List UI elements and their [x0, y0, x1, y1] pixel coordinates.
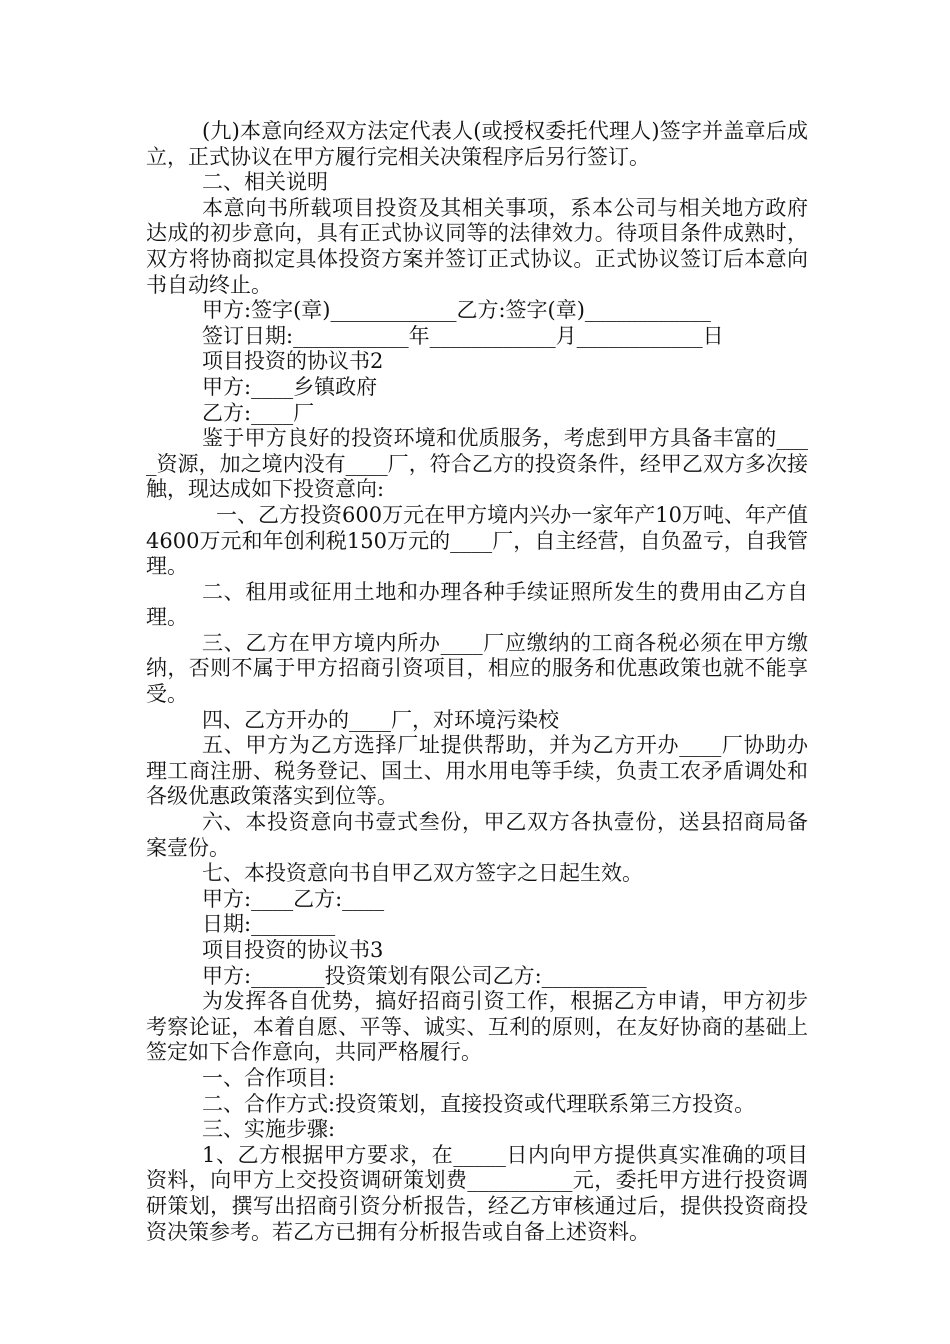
- parties-signature-line: 甲方:____乙方:____: [202, 886, 385, 911]
- signing-date-line: 签订日期:___________年____________月____________日: [202, 323, 724, 348]
- clause-2: 二、租用或征用土地和办理各种手续证照所发生的费用由乙方自理。: [146, 579, 808, 630]
- implementation-steps: 三、实施步骤:: [202, 1117, 336, 1142]
- signature-line: 甲方:签字(章)____________乙方:签字(章)____________: [202, 298, 711, 323]
- clause-3: 三、乙方在甲方境内所办____厂应缴纳的工商各税必须在甲方缴纳，否则不属于甲方招商引资项目，相应的服务和优惠政策也就不能享受。: [146, 630, 808, 707]
- step-1: 1、乙方根据甲方要求，在_____日内向甲方提供真实准确的项目资料，向甲方上交投资调研策划费__________元，委托甲方进行投资调研策划，撰写出招商引资分析报告，经乙方审核通过后，提供投资商投资决策参考。若乙方已拥有分析报告或自备上述资料。: [146, 1142, 808, 1244]
- heading-related-notes: 二、相关说明: [202, 170, 328, 195]
- clause-5: 五、甲方为乙方选择厂址提供帮助，并为乙方开办____厂协助办理工商注册、税务登记、国土、用水用电等手续，负责工农矛盾调处和各级优惠政策落实到位等。: [146, 733, 808, 809]
- cooperation-project: 一、合作项目:: [202, 1065, 336, 1090]
- section-title-2: 项目投资的协议书2: [202, 349, 384, 374]
- section-title-3: 项目投资的协议书3: [202, 938, 384, 962]
- clause-6: 六、本投资意向书壹式叁份，甲乙双方各执壹份，送县招商局备案壹份。: [146, 810, 808, 860]
- party-b-line: 乙方:____厂: [202, 400, 315, 425]
- document-body: [146, 119, 808, 1245]
- party-a-line: 甲方:____乡镇政府: [202, 374, 378, 399]
- clause-4: 四、乙方开办的____厂，对环境污染校: [202, 707, 559, 732]
- parties-line-3: 甲方:_______投资策划有限公司乙方:__________: [202, 963, 647, 988]
- clause-7: 七、本投资意向书自甲乙双方签字之日起生效。: [202, 861, 643, 886]
- date-line: 日期:________: [202, 912, 336, 937]
- paragraph-effectiveness-clause: (九)本意向经双方法定代表人(或授权委托代理人)签字并盖章后成立，正式协议在甲方履行完相关决策程序后另行签订。: [146, 119, 808, 169]
- paragraph-notes-body: 本意向书所载项目投资及其相关事项，系本公司与相关地方政府达成的初步意向，具有正式协议同等的法律效力。待项目条件成熟时，双方将协商拟定具体投资方案并签订正式协议。正式协议签订后本意向书自动终止。: [146, 195, 808, 297]
- cooperation-method: 二、合作方式:投资策划，直接投资或代理联系第三方投资。: [202, 1091, 756, 1116]
- paragraph-purpose: 为发挥各自优势，搞好招商引资工作，根据乙方申请，甲方初步考察论证，本着自愿、平等、诚实、互利的原则，在友好协商的基础上签定如下合作意向，共同严格履行。: [146, 989, 808, 1065]
- paragraph-preamble: 鉴于甲方良好的投资环境和优质服务，考虑到甲方具备丰富的____资源，加之境内没有____厂，符合乙方的投资条件，经甲乙双方多次接触，现达成如下投资意向:: [146, 426, 808, 502]
- clause-1: 一、乙方投资600万元在甲方境内兴办一家年产10万吨、年产值4600万元和年创利税150万元的____厂，自主经营，自负盈亏，自我管理。: [146, 502, 808, 579]
